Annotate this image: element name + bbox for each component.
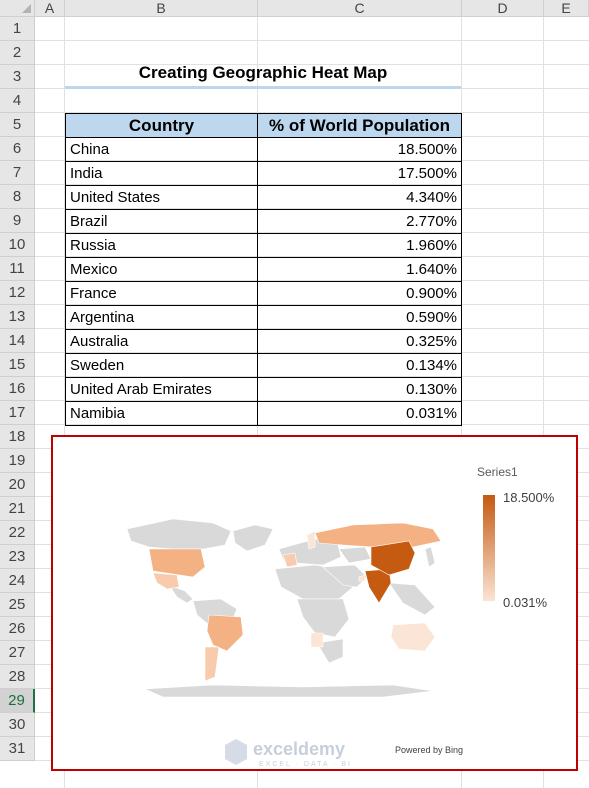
row-header-25[interactable]: 25 [0,593,35,617]
row-header-17[interactable]: 17 [0,401,35,425]
row-header-29[interactable]: 29 [0,689,35,713]
row-header-28[interactable]: 28 [0,665,35,689]
table-row [66,186,462,210]
legend-min-label: 0.031% [503,595,548,610]
column-header-e[interactable]: E [544,0,589,17]
header-country[interactable]: Country [66,114,258,138]
legend-title: Series1 [477,465,518,479]
row-header-27[interactable]: 27 [0,641,35,665]
land-greenland [233,525,273,551]
table-row [66,258,462,282]
cell-country[interactable]: Brazil [66,210,258,234]
gridline [35,40,589,41]
cell-country[interactable]: Argentina [66,306,258,330]
watermark-name: exceldemy [253,739,346,759]
table-row [66,234,462,258]
row-header-21[interactable]: 21 [0,497,35,521]
row-header-26[interactable]: 26 [0,617,35,641]
table-row [66,402,462,426]
select-all-triangle-icon [22,4,31,13]
country-usa [149,549,205,577]
world-map [53,437,575,768]
land-canada-alaska [127,519,231,549]
table-row [66,282,462,306]
legend-max-label: 18.500% [503,490,555,505]
row-header-14[interactable]: 14 [0,329,35,353]
row-header-7[interactable]: 7 [0,161,35,185]
land-se-asia [389,583,435,615]
sheet-title[interactable]: Creating Geographic Heat Map [138,63,388,82]
land-central-asia [339,547,371,563]
cell-pct[interactable]: 2.770% [258,210,462,234]
cell-pct[interactable]: 0.325% [258,330,462,354]
table-row [66,138,462,162]
row-header-4[interactable]: 4 [0,89,35,113]
cell-pct[interactable]: 18.500% [258,138,462,162]
watermark-sub: EXCEL · DATA · BI [259,761,352,768]
cell-country[interactable]: Russia [66,234,258,258]
row-header-6[interactable]: 6 [0,137,35,161]
row-header-10[interactable]: 10 [0,233,35,257]
row-header-18[interactable]: 18 [0,425,35,449]
table-header-row [66,114,462,138]
row-header-1[interactable]: 1 [0,17,35,41]
cell-pct[interactable]: 0.134% [258,354,462,378]
country-russia [315,523,441,547]
country-mexico [153,573,179,589]
row-header-11[interactable]: 11 [0,257,35,281]
row-header-3[interactable]: 3 [0,65,35,89]
row-header-30[interactable]: 30 [0,713,35,737]
land-central-africa [297,599,349,637]
table-row [66,354,462,378]
country-namibia [311,633,323,647]
country-brazil [207,615,243,651]
row-header-24[interactable]: 24 [0,569,35,593]
cell-pct[interactable]: 1.640% [258,258,462,282]
land-japan [425,547,435,567]
cell-pct[interactable]: 0.590% [258,306,462,330]
row-header-31[interactable]: 31 [0,737,35,761]
row-header-23[interactable]: 23 [0,545,35,569]
cell-country[interactable]: United States [66,186,258,210]
cell-country[interactable]: Australia [66,330,258,354]
row-header-19[interactable]: 19 [0,449,35,473]
cell-country[interactable]: China [66,138,258,162]
cell-country[interactable]: France [66,282,258,306]
cell-country[interactable]: Namibia [66,402,258,426]
cell-country[interactable]: Mexico [66,258,258,282]
row-header-5[interactable]: 5 [0,113,35,137]
column-header-b[interactable]: B [65,0,258,17]
map-chart[interactable] [51,435,578,771]
country-argentina [205,647,219,681]
row-header-16[interactable]: 16 [0,377,35,401]
header-pct[interactable]: % of World Population [258,114,462,138]
title-underline [65,86,461,89]
powered-by-bing: Powered by Bing [395,745,464,755]
population-table [65,113,462,426]
row-header-13[interactable]: 13 [0,305,35,329]
table-row [66,306,462,330]
table-row [66,162,462,186]
cell-country[interactable]: United Arab Emirates [66,378,258,402]
table-row [66,330,462,354]
cell-pct[interactable]: 4.340% [258,186,462,210]
exceldemy-watermark [223,737,373,771]
column-header-a[interactable]: A [35,0,65,17]
cell-pct[interactable]: 17.500% [258,162,462,186]
exceldemy-logo-icon [223,737,249,767]
row-header-22[interactable]: 22 [0,521,35,545]
row-header-8[interactable]: 8 [0,185,35,209]
cell-country[interactable]: India [66,162,258,186]
cell-pct[interactable]: 0.130% [258,378,462,402]
country-france [283,553,297,567]
row-header-15[interactable]: 15 [0,353,35,377]
column-header-d[interactable]: D [462,0,544,17]
table-row [66,378,462,402]
country-australia [391,623,435,651]
row-header-20[interactable]: 20 [0,473,35,497]
cell-country[interactable]: Sweden [66,354,258,378]
select-all-corner[interactable] [0,0,35,17]
table-row [66,210,462,234]
cell-pct[interactable]: 0.031% [258,402,462,426]
land-antarctica [145,685,433,697]
column-header-c[interactable]: C [258,0,462,17]
cell-pct[interactable]: 0.900% [258,282,462,306]
row-header-9[interactable]: 9 [0,209,35,233]
row-header-12[interactable]: 12 [0,281,35,305]
cell-pct[interactable]: 1.960% [258,234,462,258]
row-header-2[interactable]: 2 [0,41,35,65]
legend-color-scale [483,495,495,601]
